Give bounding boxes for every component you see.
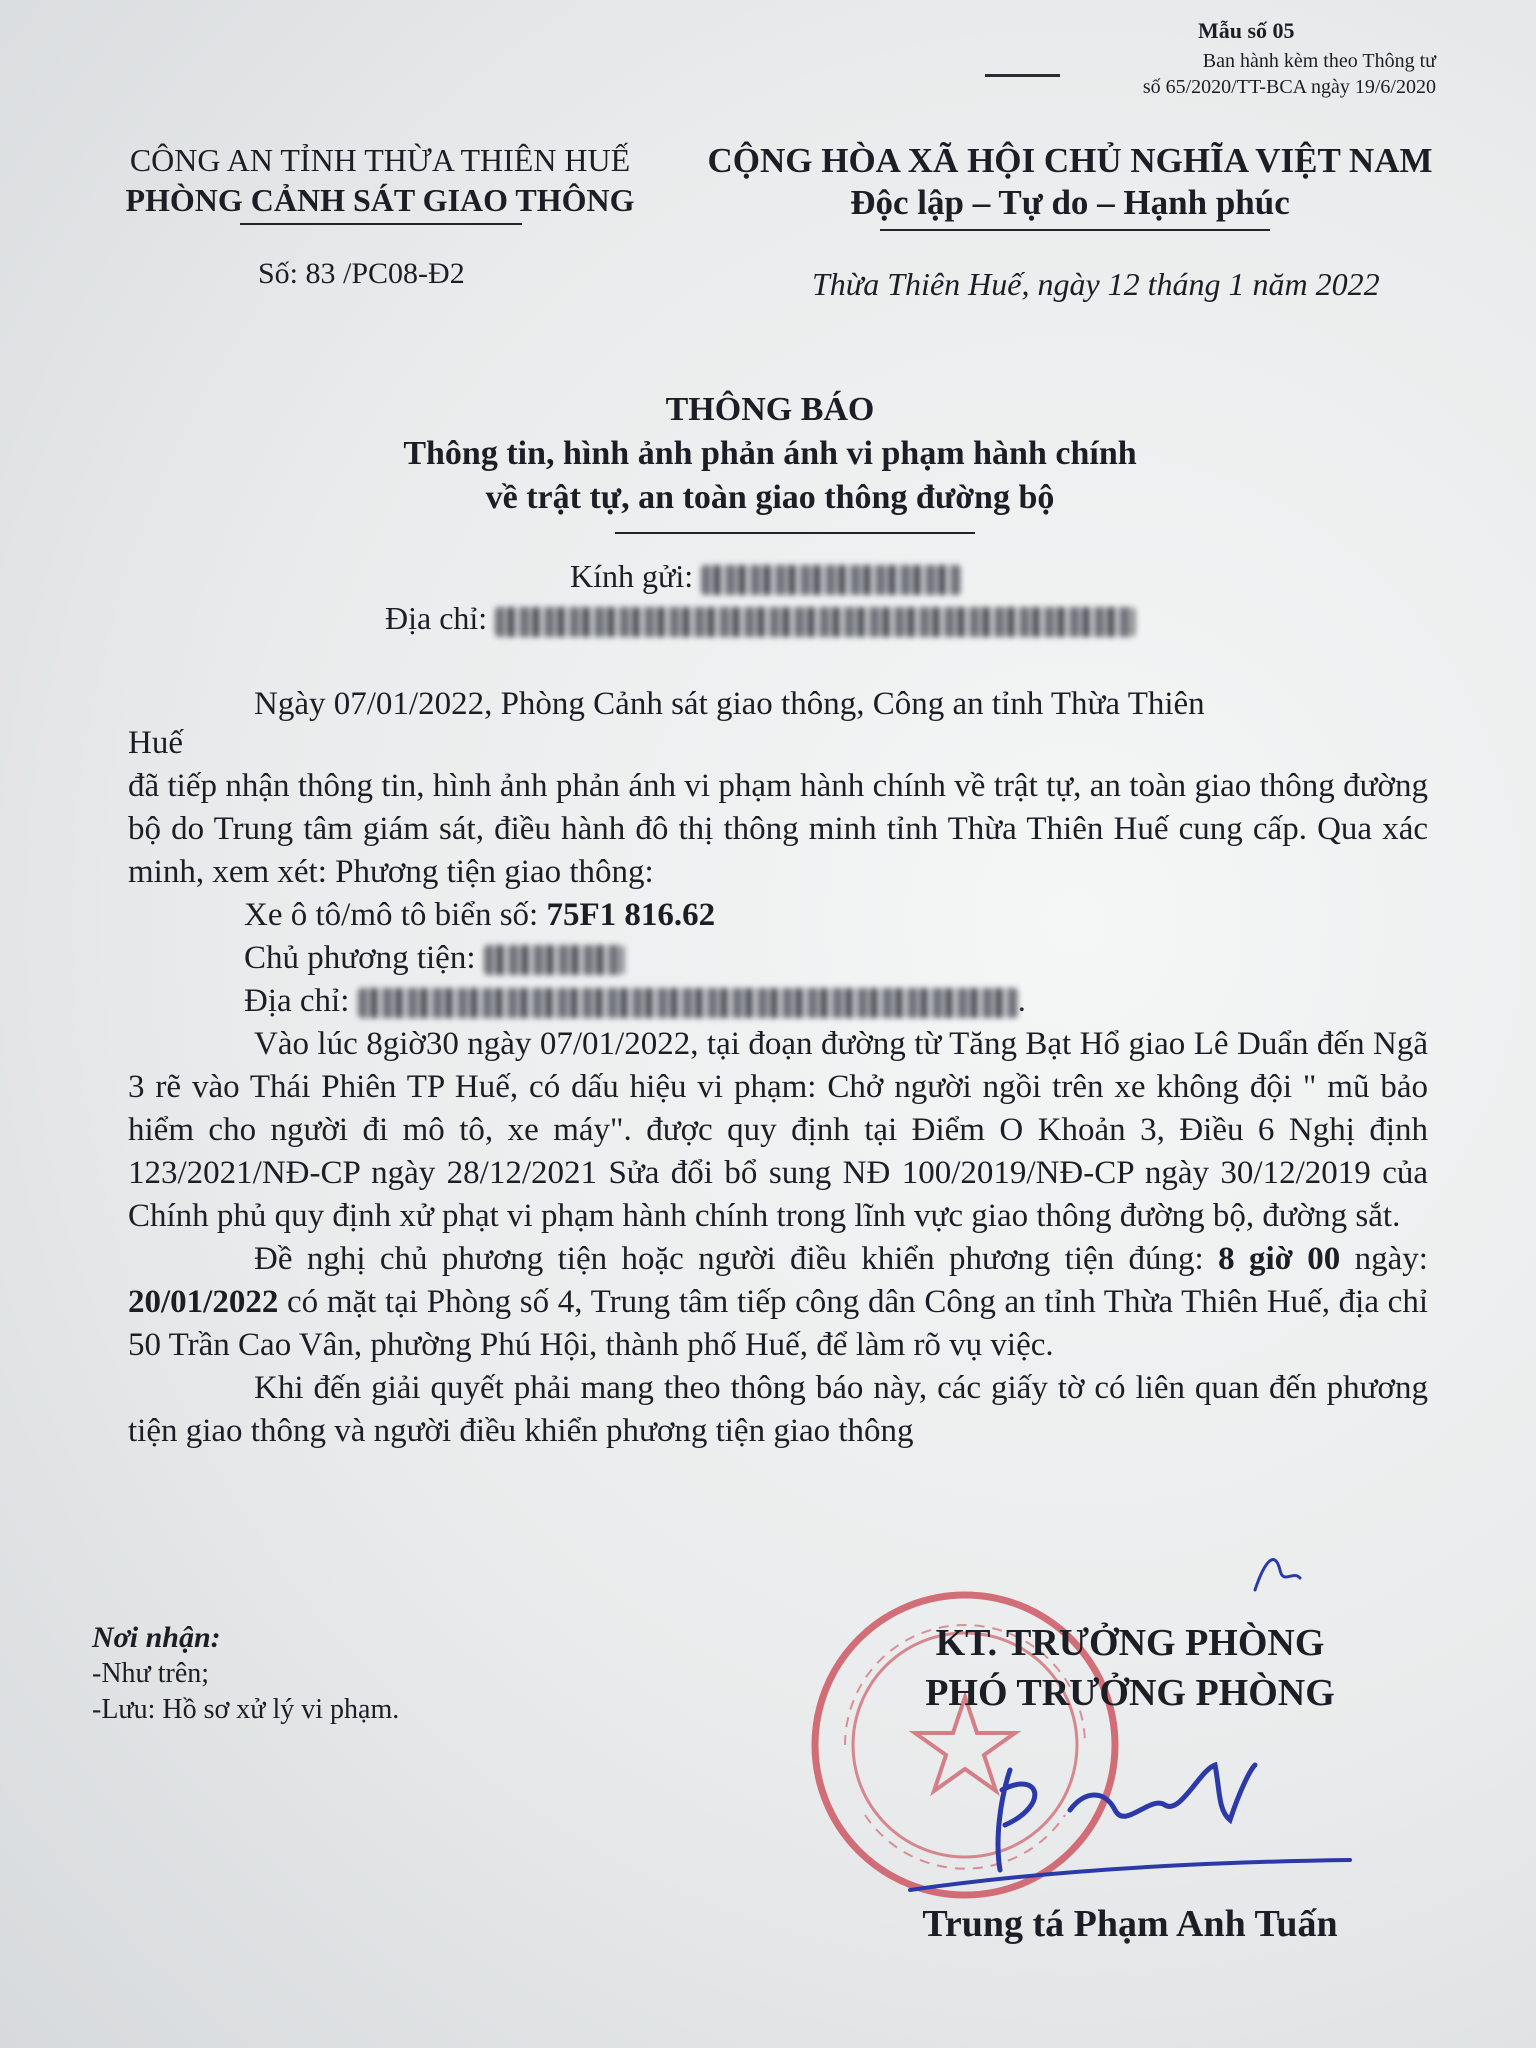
owner-address-period: . [1017, 983, 1026, 1019]
body-intro: Ngày 07/01/2022, Phòng Cảnh sát giao thông, Công an tỉnh Thừa Thiên [254, 686, 1205, 722]
form-dash [985, 74, 1060, 77]
owner-address-line [128, 980, 1428, 1023]
notice-body [128, 683, 1428, 1453]
p3-text-c: có mặt tại Phòng số 4, Trung tâm tiếp công dân Công an tỉnh Thừa Thiên Huế, địa chỉ 50 Trần Cao Vân, phường Phú Hội, thành phố Huế, để làm rõ vụ việc. [128, 1284, 1428, 1363]
title-line2: về trật tự, an toàn giao thông đường bộ [485, 479, 1055, 516]
p3-text-a: Đề nghị chủ phương tiện hoặc người điều khiển phương tiện đúng: [254, 1241, 1219, 1277]
agency-underline [240, 223, 522, 225]
body-paragraph-3 [128, 1238, 1428, 1367]
recipients-block [92, 1620, 399, 1728]
title-underline [615, 532, 975, 534]
document-title [230, 388, 1310, 520]
appointment-time: 8 giờ 00 [1218, 1241, 1341, 1277]
recipients-item-1: -Như trên; [92, 1658, 210, 1689]
redacted-recipient [701, 565, 961, 595]
body-paragraph-1: đã tiếp nhận thông tin, hình ảnh phản ánh vi phạm hành chính về trật tự, an toàn giao thông đường bộ do Trung tâm giám sát, điều hành đô thị thông minh tỉnh Thừa Thiên Huế cung cấp. Qua xác minh, xem xét: Phương tiện giao thông: [128, 768, 1428, 890]
signature-title-2: PHÓ TRƯỞNG PHÒNG [925, 1672, 1335, 1714]
redacted-owner-address [358, 988, 1018, 1018]
vehicle-owner-line [128, 937, 1428, 980]
body-paragraph-4: Khi đến giải quyết phải mang theo thông báo này, các giấy tờ có liên quan đến phương tiện giao thông và người điều khiển phương tiện giao thông [128, 1370, 1428, 1449]
signatory-name: Trung tá Phạm Anh Tuấn [922, 1903, 1338, 1945]
owner-label: Chủ phương tiện: [244, 940, 476, 976]
redacted-recipient-address [495, 607, 1135, 637]
appointment-date: 20/01/2022 [128, 1284, 279, 1320]
plate-number: 75F1 816.62 [546, 897, 716, 933]
signature-block [880, 1618, 1380, 1718]
form-note-line2: số 65/2020/TT-BCA ngày 19/6/2020 [1142, 76, 1436, 98]
nation-motto: Độc lập – Tự do – Hạnh phúc [850, 183, 1290, 222]
nation-name: CỘNG HÒA XÃ HỘI CHỦ NGHĨA VIỆT NAM [707, 141, 1433, 180]
recipient-address-line [385, 600, 1135, 637]
agency-line2: PHÒNG CẢNH SÁT GIAO THÔNG [125, 182, 635, 218]
signature-title-1: KT. TRƯỞNG PHÒNG [935, 1622, 1325, 1664]
recipients-item-2: -Lưu: Hồ sơ xử lý vi phạm. [92, 1694, 400, 1725]
handwritten-signature [900, 1750, 1370, 1900]
recipient-label: Kính gửi: [570, 558, 694, 594]
vehicle-plate-line [128, 894, 1428, 937]
agency-header [100, 140, 660, 220]
title-line1: Thông tin, hình ảnh phản ánh vi phạm hành chính [403, 435, 1137, 472]
form-note-line1: Ban hành kèm theo Thông tư [1202, 50, 1436, 72]
title-heading: THÔNG BÁO [665, 391, 875, 428]
place-date: Thừa Thiên Huế, ngày 12 tháng 1 năm 2022 [812, 266, 1380, 302]
motto-underline [880, 229, 1270, 231]
body-intro-cont: Huế [128, 725, 183, 761]
plate-label: Xe ô tô/mô tô biển số: [244, 897, 547, 933]
initial-mark [1245, 1540, 1305, 1600]
recipients-heading: Nơi nhận: [92, 1621, 221, 1654]
nation-header [670, 140, 1470, 224]
body-paragraph-2: Vào lúc 8giờ30 ngày 07/01/2022, tại đoạn đường từ Tăng Bạt Hổ giao Lê Duẩn đến Ngã 3 rẽ vào Thái Phiên TP Huế, có dấu hiệu vi phạm: Chở người ngồi trên xe không đội " mũ bảo hiểm cho người đi mô tô, xe máy". được quy định tại Điểm O Khoản 3, Điều 6 Nghị định 123/2021/NĐ-CP ngày 28/12/2021 Sửa đổi bổ sung NĐ 100/2019/NĐ-CP ngày 30/12/2019 của Chính phủ quy định xử phạt vi phạm hành chính trong lĩnh vực giao thông đường bộ, đường sắt. [128, 1026, 1428, 1234]
document-number: Số: 83 /PC08-Đ2 [258, 257, 465, 290]
recipient-address-label: Địa chỉ: [385, 600, 488, 636]
form-number: Mẫu số 05 [1198, 18, 1295, 43]
redacted-owner [484, 945, 624, 975]
agency-line1: CÔNG AN TỈNH THỪA THIÊN HUẾ [129, 142, 631, 178]
recipient-line [570, 558, 961, 595]
p3-text-b: ngày: [1340, 1241, 1428, 1277]
owner-address-label: Địa chỉ: [244, 983, 350, 1019]
